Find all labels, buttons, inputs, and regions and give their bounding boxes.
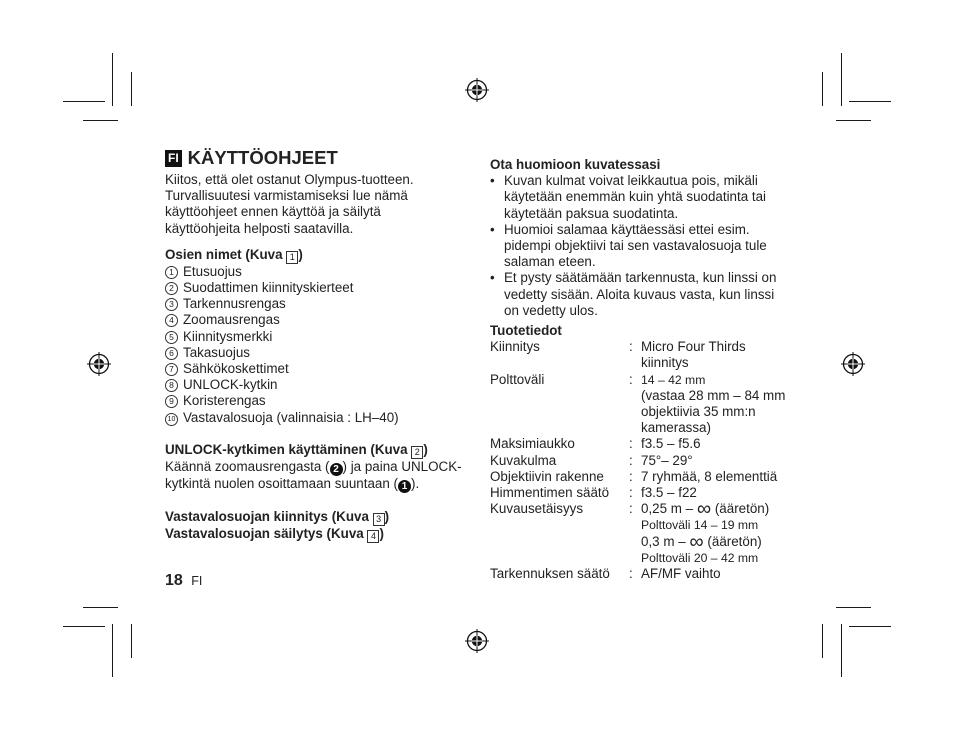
item-number: 3 [165,298,178,311]
list-item: • Et pysty säätämään tarkennusta, kun linssi on vedetty sisään. Aloita kuvaus vasta, kun linssi on vedetty ulos. [490,270,777,318]
page-language: FI [191,574,203,588]
page-title [165,147,470,169]
crop-mark [83,120,118,121]
parts-heading: Osien nimet (Kuva 1 ) [165,246,303,262]
list-item: 4 Zoomausrengas [165,312,470,328]
step-marker: 2 [330,463,343,476]
list-item: 3 Tarkennusrengas [165,296,470,312]
crop-mark [836,120,871,121]
list-item: 7 Sähkökoskettimet [165,361,470,377]
title-text: KÄYTTÖOHJEET [187,147,338,169]
item-number: 8 [165,379,178,392]
crop-mark [841,624,842,677]
page-footer [165,572,202,590]
bullet-icon: • [490,270,495,286]
intro-line: Kiitos, että olet ostanut Olympus-tuotteen. [165,172,414,187]
item-number: 7 [165,363,178,376]
item-number: 4 [165,314,178,327]
hood-attach-heading: Vastavalosuojan kiinnitys (Kuva 3 ) [165,508,390,524]
list-item: 10 Vastavalosuoja (valinnaisia : LH–40) [165,410,470,426]
right-column [490,157,800,582]
hood-store-heading: Vastavalosuojan säilytys (Kuva 4 ) [165,525,384,541]
figure-ref: 3 [373,513,385,526]
list-item: 2 Suodattimen kiinnityskierteet [165,280,470,296]
unlock-instructions: Käännä zoomausrengasta ( 2 ) ja paina UNLOCK- kytkintä nuolen osoittamaan suuntaan ( 1 ). [165,458,462,492]
intro-line: käyttöohjeita helposti saatavilla. [165,220,354,236]
bullet-icon: • [490,221,495,237]
figure-ref: 4 [367,530,379,543]
crop-mark [822,72,823,106]
spec-row: Objektiivin rakenne : 7 ryhmää, 8 elementtiä [490,468,778,484]
spec-row: Himmentimen säätö : f3.5 – f22 [490,485,697,501]
crop-mark [131,624,132,658]
list-item: • Huomioi salamaa käyttäessäsi ettei esim. pidempi objektiivi tai sen vastavalosuoja tule salaman eteen. [490,221,767,270]
crop-mark [836,607,871,608]
intro-line: käyttöohjeet ennen käyttöä ja säilytä [165,204,381,220]
item-number: 1 [165,266,178,279]
crop-mark [63,101,105,102]
registration-target-icon [87,352,111,376]
item-number: 9 [165,395,178,408]
list-item: 6 Takasuojus [165,345,470,361]
crop-mark [63,626,105,627]
parts-list [165,264,470,426]
item-number: 6 [165,347,178,360]
spec-row: Tarkennuksen säätö : AF/MF vaihto [490,566,721,582]
notes-heading: Ota huomioon kuvatessasi [490,157,661,172]
infinity-icon: ∞ [696,498,712,521]
left-column [165,147,470,543]
crop-mark [822,624,823,658]
figure-ref: 2 [411,446,423,459]
unlock-heading: UNLOCK-kytkimen käyttäminen (Kuva 2 ) [165,441,428,457]
spec-row: Maksimiaukko : f3.5 – f5.6 [490,436,701,452]
spec-row: Kiinnitys : Micro Four Thirds kiinnitys [490,339,746,371]
crop-mark [112,53,113,106]
item-number: 10 [165,413,178,426]
page-number: 18 [165,572,183,589]
crop-mark [841,53,842,106]
figure-ref: 1 [286,251,298,264]
bullet-icon: • [490,173,495,189]
specs-table [490,339,800,582]
list-item: 9 Koristerengas [165,393,470,409]
list-item: 5 Kiinnitysmerkki [165,329,470,345]
crop-mark [131,72,132,106]
intro-paragraph [165,172,470,237]
intro-line: Turvallisuutesi varmistamiseksi lue nämä [165,188,408,204]
spec-row: Kuvakulma : 75°– 29° [490,452,693,468]
specs-heading: Tuotetiedot [490,323,562,339]
infinity-icon: ∞ [689,530,704,553]
list-item: 8 UNLOCK-kytkin [165,377,470,393]
crop-mark [83,607,118,608]
crop-mark [849,626,891,627]
crop-mark [849,101,891,102]
list-item: 1 Etusuojus [165,264,470,280]
item-number: 2 [165,282,178,295]
list-item: • Kuvan kulmat voivat leikkautua pois, mikäli käytetään enemmän kuin yhtä suodatinta tai käytetään paksua suodatinta. [490,173,767,221]
registration-target-icon [841,352,865,376]
crop-mark [112,624,113,677]
spec-row: Polttoväli : 14 – 42 mm (vastaa 28 mm – 84 mm objektiivia 35 mm:n kamerassa) [490,371,786,436]
registration-target-icon [465,629,489,653]
item-number: 5 [165,331,178,344]
language-badge: FI [165,150,182,167]
registration-target-icon [465,78,489,102]
spec-row: Kuvausetäisyys : 0,25 m – ∞ (ääretön) Polttoväli 14 – 19 mm 0,3 m – ∞ (ääretön) Polttoväli 20 – 42 mm [490,498,770,565]
step-marker: 1 [398,480,411,493]
